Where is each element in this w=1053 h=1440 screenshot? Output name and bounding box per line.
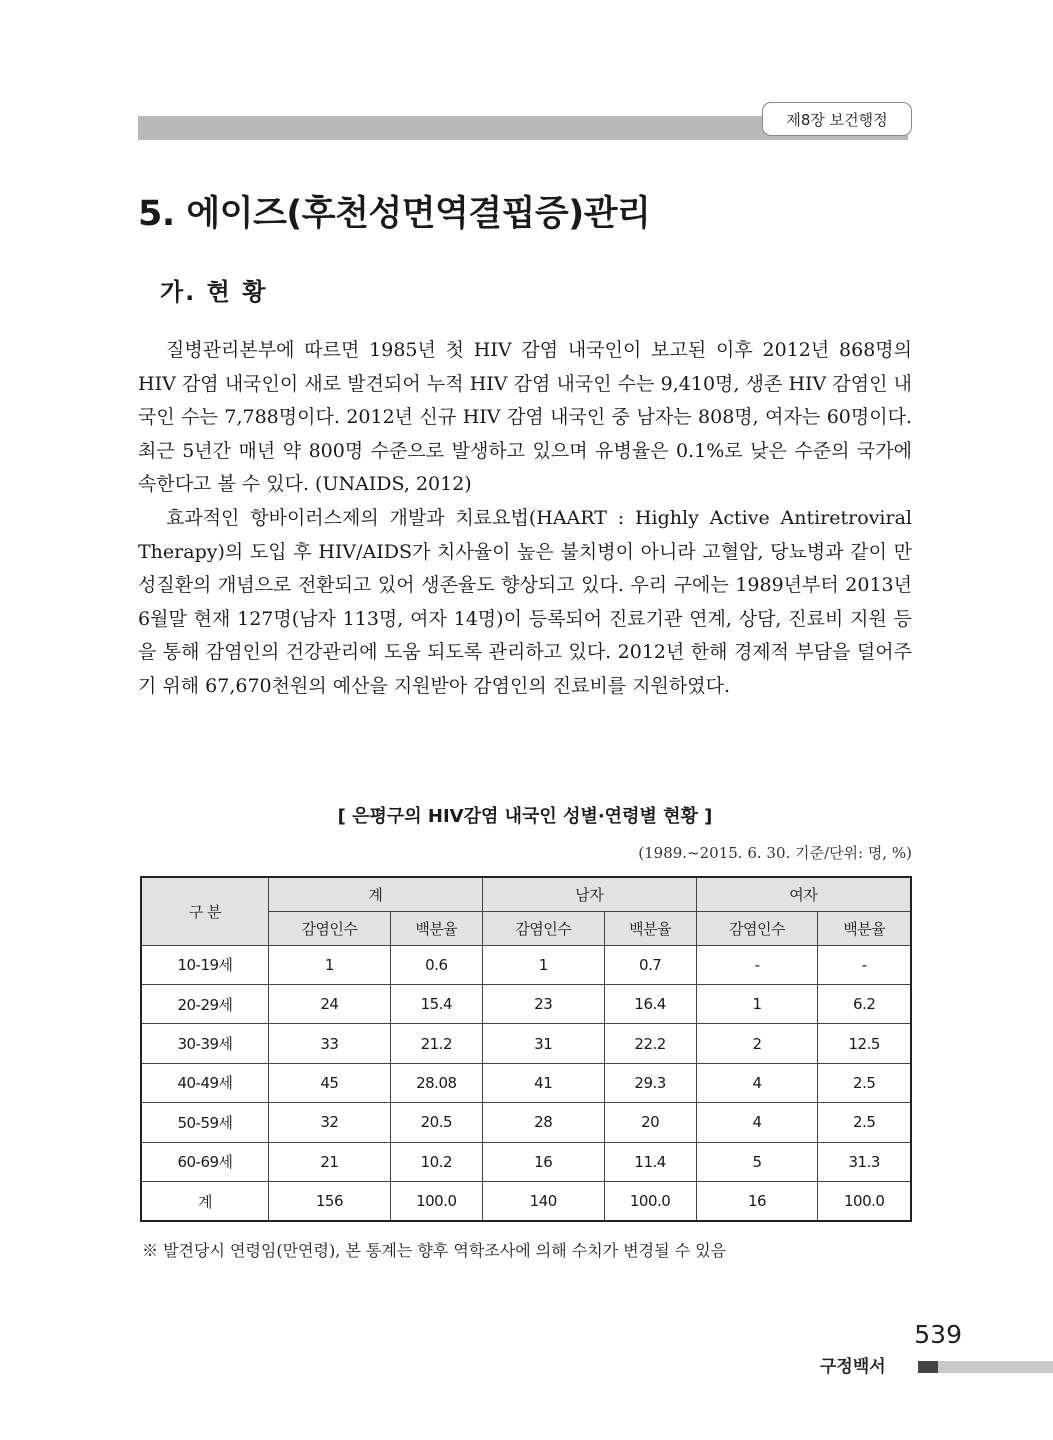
column-header: 백분율 <box>390 911 482 945</box>
table-cell: 16 <box>696 1182 818 1221</box>
footnote: ※ 발견당시 연령임(만연령), 본 통계는 향후 역학조사에 의해 수치가 변경될 수 있음 <box>142 1241 727 1260</box>
group-header-female: 여자 <box>696 877 911 911</box>
row-label: 40-49세 <box>141 1063 269 1102</box>
hiv-stats-table <box>140 876 912 1222</box>
table-cell: 16 <box>482 1142 604 1181</box>
table-cell: - <box>818 945 911 984</box>
table-cell: 15.4 <box>390 984 482 1023</box>
group-header-total: 계 <box>269 877 483 911</box>
column-header: 백분율 <box>604 911 696 945</box>
table-row <box>141 1063 911 1102</box>
table-cell: 31.3 <box>818 1142 911 1181</box>
table-row <box>141 1024 911 1063</box>
table-row <box>141 1103 911 1142</box>
table-cell: 100.0 <box>604 1182 696 1221</box>
table-cell: 16.4 <box>604 984 696 1023</box>
table-cell: 22.2 <box>604 1024 696 1063</box>
table-cell: 2.5 <box>818 1063 911 1102</box>
group-header-male: 남자 <box>482 877 696 911</box>
table-cell: 21 <box>269 1142 391 1181</box>
row-label: 50-59세 <box>141 1103 269 1142</box>
table-cell: 0.7 <box>604 945 696 984</box>
table-cell: 5 <box>696 1142 818 1181</box>
table-cell: 11.4 <box>604 1142 696 1181</box>
column-header: 감염인수 <box>696 911 818 945</box>
table-cell: 140 <box>482 1182 604 1221</box>
table-cell: - <box>696 945 818 984</box>
table-cell: 100.0 <box>390 1182 482 1221</box>
chapter-label: 제8장 보건행정 <box>762 102 912 136</box>
table-cell: 100.0 <box>818 1182 911 1221</box>
table-row <box>141 984 911 1023</box>
table-title: [ 은평구의 HIV감염 내국인 성별·연령별 현황 ] <box>337 806 713 827</box>
table-cell: 2.5 <box>818 1103 911 1142</box>
table-cell: 0.6 <box>390 945 482 984</box>
column-header: 백분율 <box>818 911 911 945</box>
table-cell: 23 <box>482 984 604 1023</box>
table-cell: 20 <box>604 1103 696 1142</box>
table-cell: 21.2 <box>390 1024 482 1063</box>
row-label: 20-29세 <box>141 984 269 1023</box>
table-note: (1989.~2015. 6. 30. 기준/단위: 명, %) <box>638 844 912 862</box>
table-cell: 156 <box>269 1182 391 1221</box>
footer-bar <box>918 1361 938 1373</box>
table-cell: 12.5 <box>818 1024 911 1063</box>
table-cell: 32 <box>269 1103 391 1142</box>
table-cell: 33 <box>269 1024 391 1063</box>
section-title: 5. 에이즈(후천성면역결핍증)관리 <box>138 194 651 234</box>
table-cell: 10.2 <box>390 1142 482 1181</box>
table-cell: 31 <box>482 1024 604 1063</box>
table-cell: 41 <box>482 1063 604 1102</box>
page-number: 539 <box>914 1320 962 1349</box>
table-cell: 4 <box>696 1103 818 1142</box>
table-cell: 1 <box>696 984 818 1023</box>
row-label: 10-19세 <box>141 945 269 984</box>
footer-bar <box>938 1361 1053 1373</box>
table-cell: 6.2 <box>818 984 911 1023</box>
table-cell: 20.5 <box>390 1103 482 1142</box>
table-cell: 28 <box>482 1103 604 1142</box>
table-cell: 4 <box>696 1063 818 1102</box>
book-title: 구정백서 <box>820 1357 886 1377</box>
table-row <box>141 1182 911 1221</box>
body-text <box>138 334 912 704</box>
table-header-row <box>141 877 911 911</box>
row-label: 계 <box>141 1182 269 1221</box>
table-cell: 29.3 <box>604 1063 696 1102</box>
row-label: 30-39세 <box>141 1024 269 1063</box>
table-cell: 45 <box>269 1063 391 1102</box>
paragraph: 효과적인 항바이러스제의 개발과 치료요법(HAART : Highly Active Antiretroviral Therapy)의 도입 후 HIV/AIDS가 치사율이 높은 불치병이 아니라 고혈압, 당뇨병과 같이 만성질환의 개념으로 전환되고 있어 생존율도 향상되고 있다. 우리 구에는 1989년부터 2013년 6월말 현재 127명(남자 113명, 여자 14명)이 등록되어 진료기관 연계, 상담, 진료비 지원 등을 통해 감염인의 건강관리에 도움 되도록 관리하고 있다. 2012년 한해 경제적 부담을 덜어주기 위해 67,670천원의 예산을 지원받아 감염인의 진료비를 지원하였다. <box>138 506 912 697</box>
paragraph: 질병관리본부에 따르면 1985년 첫 HIV 감염 내국인이 보고된 이후 2012년 868명의 HIV 감염 내국인이 새로 발견되어 누적 HIV 감염 내국인 수는 9,410명, 생존 HIV 감염인 내국인 수는 7,788명이다. 2012년 신규 HIV 감염 내국인 중 남자는 808명, 여자는 60명이다. 최근 5년간 매년 약 800명 수준으로 발생하고 있으며 유병율은 0.1%로 낮은 수준의 국가에 속한다고 볼 수 있다. (UNAIDS, 2012) <box>138 339 912 496</box>
table-cell: 1 <box>482 945 604 984</box>
column-header: 감염인수 <box>482 911 604 945</box>
row-label: 60-69세 <box>141 1142 269 1181</box>
subsection-title: 가. 현 황 <box>160 278 268 306</box>
column-header: 감염인수 <box>269 911 391 945</box>
table-cell: 2 <box>696 1024 818 1063</box>
table-row <box>141 945 911 984</box>
table-cell: 24 <box>269 984 391 1023</box>
table-corner-header: 구 분 <box>141 877 269 945</box>
table-cell: 1 <box>269 945 391 984</box>
table-row <box>141 1142 911 1181</box>
table-cell: 28.08 <box>390 1063 482 1102</box>
